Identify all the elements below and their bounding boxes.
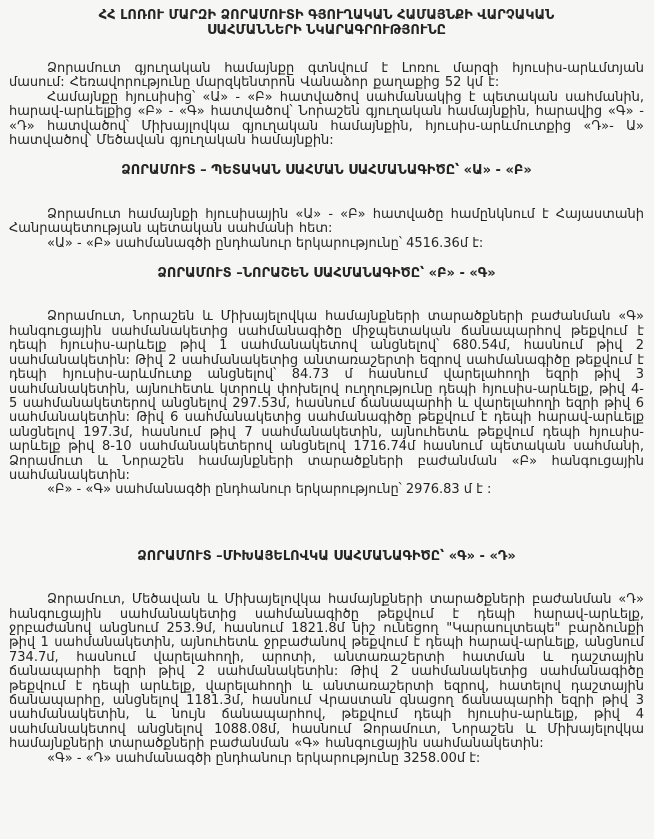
section-length-norashen: «Բ» - «Գ» սահմանագծի ընդհանուր երկարությունը՝ 2976.83 մ է : xyxy=(47,482,492,498)
section-length-mikhayelovka: «Գ» - «Դ» սահմանագծի ընդհանուր երկարությունը 3258.00մ է: xyxy=(47,750,481,766)
section-heading-mikhayelovka: ՁՈՐԱՄՈՒՏ –ՄԻԽԱՅԵԼՈՎԿԱ ՍԱՀՄԱՆԱԳԻԾԸ՝ «Գ» - «Դ» xyxy=(137,548,516,564)
section-body-state-border: Ձորամուտ համայնքի հյուսիսային «Ա» - «Բ» հատվածը համընկնում է Հայաստանի Հանրապետության պետական սահմանի հետ: xyxy=(9,206,644,237)
intro-paragraph-location: Ձորամուտ գյուղական համայնքը գտնվում է Լոռու մարզի հյուսիս-արևմտյան մասում: Հեռավորությունը մարզկենտրոն Վանաձոր քաղաքից 52 կմ է: xyxy=(9,61,644,91)
document-title-line1: ՀՀ ԼՈՌՈՒ ՄԱՐԶԻ ՁՈՐԱՄՈՒՏԻ ԳՅՈՒՂԱԿԱՆ ՀԱՄԱՅՆՔԻ ՎԱՐՉԱԿԱՆ xyxy=(98,8,555,23)
section-length-state-border: «Ա» - «Բ» սահմանագծի ընդհանուր երկարությունը՝ 4516.36մ է: xyxy=(47,235,484,251)
document-title xyxy=(9,8,644,38)
document-title-line2: ՍԱՀՄԱՆՆԵՐԻ ՆԿԱՐԱԳՐՈՒԹՅՈՒՆԸ xyxy=(207,23,446,38)
section-heading-state-border: ՁՈՐԱՄՈՒՏ – ՊԵՏԱԿԱՆ ՍԱՀՄԱՆ ՍԱՀՄԱՆԱԳԻԾԸ՝ «Ա» - «Բ» xyxy=(121,163,532,179)
intro-paragraph-neighbors: Համայնքը հյուսիսից՝ «Ա» - «Բ» հատվածով սահմանակից է պետական սահմանին, հարավ-արևելքից «Բ» - «Գ» հատվածով՝ Նորաշեն գյուղական համայնքին, հարավից «Գ» - «Դ» հատվածով՝ Միխայլովկա գյուղական համայնքին, հյուսիս-արևմուտքից «Դ»- Ա» հատվածով՝ Մեծավան գյուղական համայնքին: xyxy=(9,89,644,149)
section-body-norashen: Ձորամուտ, Նորաշեն և Միխայելովկա համայնքների տարածքների բաժանման «Գ» հանգուցային սահմանակետից սահմանագիծը միջպետական ճանապարհով թեքվում է դեպի հյուսիս-արևելք թիվ 1 սահմանակետով անցնելով՝ 680.54մ, հասնում թիվ 2 սահմանակետին: Թիվ 2 սահմանակետից անտառաշերտի եզրով սահմանագիծը թեքվում է դեպի հյուսիս-արևմուտք անցնելով՝ 84.73 մ հասնում վարելահողի եզրի թիվ 3 սահմանակետին, այնուհետև կտրուկ փոխելով ուղղությունը դեպի հյուսիս-արևելք, թիվ 4-5 սահմանակետերով անցնելով 297.53մ, հասնում ճանապարհի և վարելահողի եզրի թիվ 6 սահմանակետին: Թիվ 6 սահմանակետից սահմանագիծը թեքվում է դեպի հարավ-արևելք անցնելով 197.3մ, հասնում թիվ 7 սահմանակետին, այնուհետև թեքվում դեպի հյուսիս-արևելք թիվ 8-10 սահմանակետերով անցնելով 1716.74մ հասնում պետական սահմանի, Ձորամուտ և Նորաշեն համայնքների տարածքների բաժանման «Բ» հանգուցային սահմանակետին: xyxy=(9,309,644,483)
spacer xyxy=(9,579,644,593)
spacer xyxy=(9,194,644,208)
spacer xyxy=(9,296,644,310)
section-body-mikhayelovka: Ձորամուտ, Մեծավան և Միխայելովկա համայնքների տարածքների բաժանման «Դ» հանգուցային սահմանակետից սահմանագիծը թեքվում է դեպի հարավ-արևելք, ջրբաժանով անցնում 253.9մ, հասնում 1821.8մ նիշ ունեցող "Կարաուլտեպե" բարձունքի թիվ 1 սահմանակետին, այնուհետև ջրբաժանով թեքվում է դեպի հարավ-արևելք, անցնում 734.7մ, հասնում վարելահողի, արոտի, անտառաշերտի հատման և դաշտային ճանապարհի եզրի թիվ 2 սահմանակետին: Թիվ 2 սահմանակետից սահմանագիծը թեքվում է դեպի արևելք, վարելահողի և անտառաշերտի եզրով, հատելով դաշտային ճանապարհը, անցնելով 1181.3մ, հասնում Վրաստան գնացող ճանապարհի եզրի թիվ 3 սահմանակետին, և նույն ճանապարհով, թեքվում դեպի հյուսիս-արևելք, թիվ 4 սահմանակետով անցնելով 1088.08մ, հասնում Ձորամուտ, Նորաշեն և Միխայելովկա համայնքների տարածքների բաժանման «Գ» հանգուցային սահմանակետին: xyxy=(9,592,644,752)
section-heading-norashen: ՁՈՐԱՄՈՒՏ –ՆՈՐԱՇԵՆ ՍԱՀՄԱՆԱԳԻԾԸ՝ «Բ» - «Գ» xyxy=(157,266,496,282)
